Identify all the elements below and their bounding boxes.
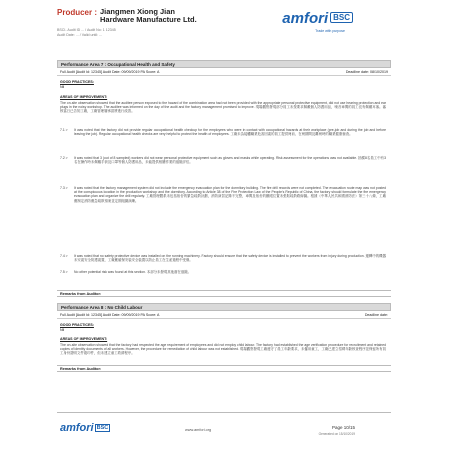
section-8-good-practices-value: Nil — [60, 328, 65, 332]
header-meta — [57, 28, 257, 38]
finding-text: It was noted that the factory did not provide regular occupational health checkup for the employees who were in contact with occupational hazards at their workplace (pre-job and during the job and before leaving the job). Regular occupational health checks are very helpful to protect the health of employees. 工廠未為接觸職業危害因素的員工提供崗前、在崗期間及離崗時的職業健康檢查。 — [74, 128, 386, 137]
logo-tagline: Trade with purpose — [315, 29, 345, 33]
section-8-remarks: Remarks from Auditor: — [57, 365, 391, 372]
finding-item — [60, 156, 386, 180]
header-meta-line2: Audit Date: ... / Valid until: ... — [57, 33, 103, 37]
page-number: Page 10/15 — [331, 425, 355, 430]
finding-text: No other potential risk was found at this section. 本部分未發現其他潛在風險。 — [74, 270, 192, 274]
section-8-title: Performance Area 8 : No Child Labour — [57, 303, 391, 311]
footer-bsc-badge: BSC — [96, 425, 109, 431]
section-7-audit-info: Full Audit [Audit Id: 12345] Audit Date: 09/09/2019 PA Score: A — [60, 70, 160, 74]
section-8-subrow — [57, 312, 391, 319]
amfori-logo — [282, 10, 353, 27]
footer-logo-text: amfori — [60, 422, 94, 434]
finding-item — [60, 186, 386, 226]
section-7-deadline: Deadline date: 08/10/2019 — [345, 70, 388, 74]
audit-report-page — [55, 0, 395, 450]
generated-date: Generated on 15/10/2019 — [318, 432, 355, 436]
amfori-logo-text: amfori — [282, 10, 329, 27]
footer-url: www.amfori.org — [185, 428, 212, 432]
header-meta-line1: BSCI- Audit ID ... / Audit No: 1 12345 — [57, 28, 116, 32]
finding-number: 7.2 > — [60, 156, 68, 160]
bsc-badge: BSC — [330, 12, 353, 23]
finding-item — [60, 270, 386, 278]
company-name: Jiangmen Xiong Jian Hardware Manufacture Ltd. — [100, 7, 197, 24]
section-7-good-practices-label: GOOD PRACTICES: — [60, 80, 94, 84]
finding-number: 7.5 > — [60, 270, 68, 274]
section-7-remarks: Remarks from Auditor: — [57, 290, 391, 297]
finding-text: It was noted that 3 (out of 8 sampled) workers did not wear personal protective equipment such as gloves and masks while operating. Risk assessment for the operations was not available. 抽樣8名員工中有3名在操作時未佩戴手套及口罩等個人防護用品，未能提供相關作業的風險評估。 — [74, 156, 386, 165]
finding-text: It was noted that no safety protective device was installed on the running machinery. Factory should ensure that the safety device is installed to prevent the workers from injury during production. 運轉中的機器未安裝安全防護裝置，工廠應確保安裝安全裝置以防止員工在生產過程中受傷。 — [74, 254, 386, 263]
section-8-improvement-label: AREAS OF IMPROVEMENT: — [60, 337, 108, 341]
report-header — [57, 6, 393, 46]
footer-divider — [57, 412, 391, 413]
finding-item — [60, 128, 386, 154]
section-8-good-practices-label: GOOD PRACTICES: — [60, 323, 94, 327]
section-7-improvement-label: AREAS OF IMPROVEMENT: — [60, 95, 108, 99]
section-8-improvement-text: The on-site observation showed that the factory had respected the age requirement of employees and did not employ child labour. The factory had established the age verification procedure for recruitment and retained copies of identity documents of all workers. However, the procedure for remediation of child labour was not established. 現場觀察發現工廠遵守了員工年齡要求，未僱用童工，工廠已建立招聘年齡核查程序並保留所有員工身份證明文件複印件，但未建立童工救濟程序。 — [60, 343, 386, 356]
finding-text: It was noted that the factory management system did not include the emergency evacuation plan for the dormitory building. The fire drill records were not completed. The evacuation route map was not posted at the conspicuous location in the production workshop and the dormitory. According to Article 38 of the Fire Protection Law of the People's Republic of China, the factory should formulate the fire emergency evacuation plan and organize the drill regularly. 工廠管理體系未包括宿舍的緊急疏散計劃，消防演習記錄不完整，車間及宿舍的顯眼位置未張貼疏散路線圖。根據《中華人民共和國消防法》第三十八條，工廠應制定消防應急疏散預案並定期組織演練。 — [74, 186, 386, 203]
footer-amfori-logo — [60, 422, 110, 434]
finding-number: 7.3 > — [60, 186, 68, 190]
section-7-improvement-text: The on-site observation showed that the auditee person exposed to the hazard of the combination area had not been provided with the appropriate personal protective equipment, did not use hearing protection and ear plugs in the noisy workshop. The auditee was informed on the day of the audit and the factory management promised to improve. 現場觀察發現部分員工未按要求佩戴個人防護用品，噪音車間的員工沒有佩戴耳塞。審核當日已告知工廠，工廠管理層承諾將進行改善。 — [60, 101, 386, 114]
section-8-audit-info: Full Audit [Audit Id: 12345] Audit Date: 09/09/2019 PA Score: A — [60, 313, 160, 317]
section-8-deadline: Deadline date: — [364, 313, 388, 317]
finding-number: 7.4 > — [60, 254, 68, 258]
section-7-title: Performance Area 7 : Occupational Health and Safety — [57, 60, 391, 68]
producer-label: Producer : — [57, 8, 98, 17]
finding-number: 7.1 > — [60, 128, 68, 132]
section-7-good-practices-value: Nil — [60, 85, 65, 89]
section-7-subrow — [57, 69, 391, 76]
